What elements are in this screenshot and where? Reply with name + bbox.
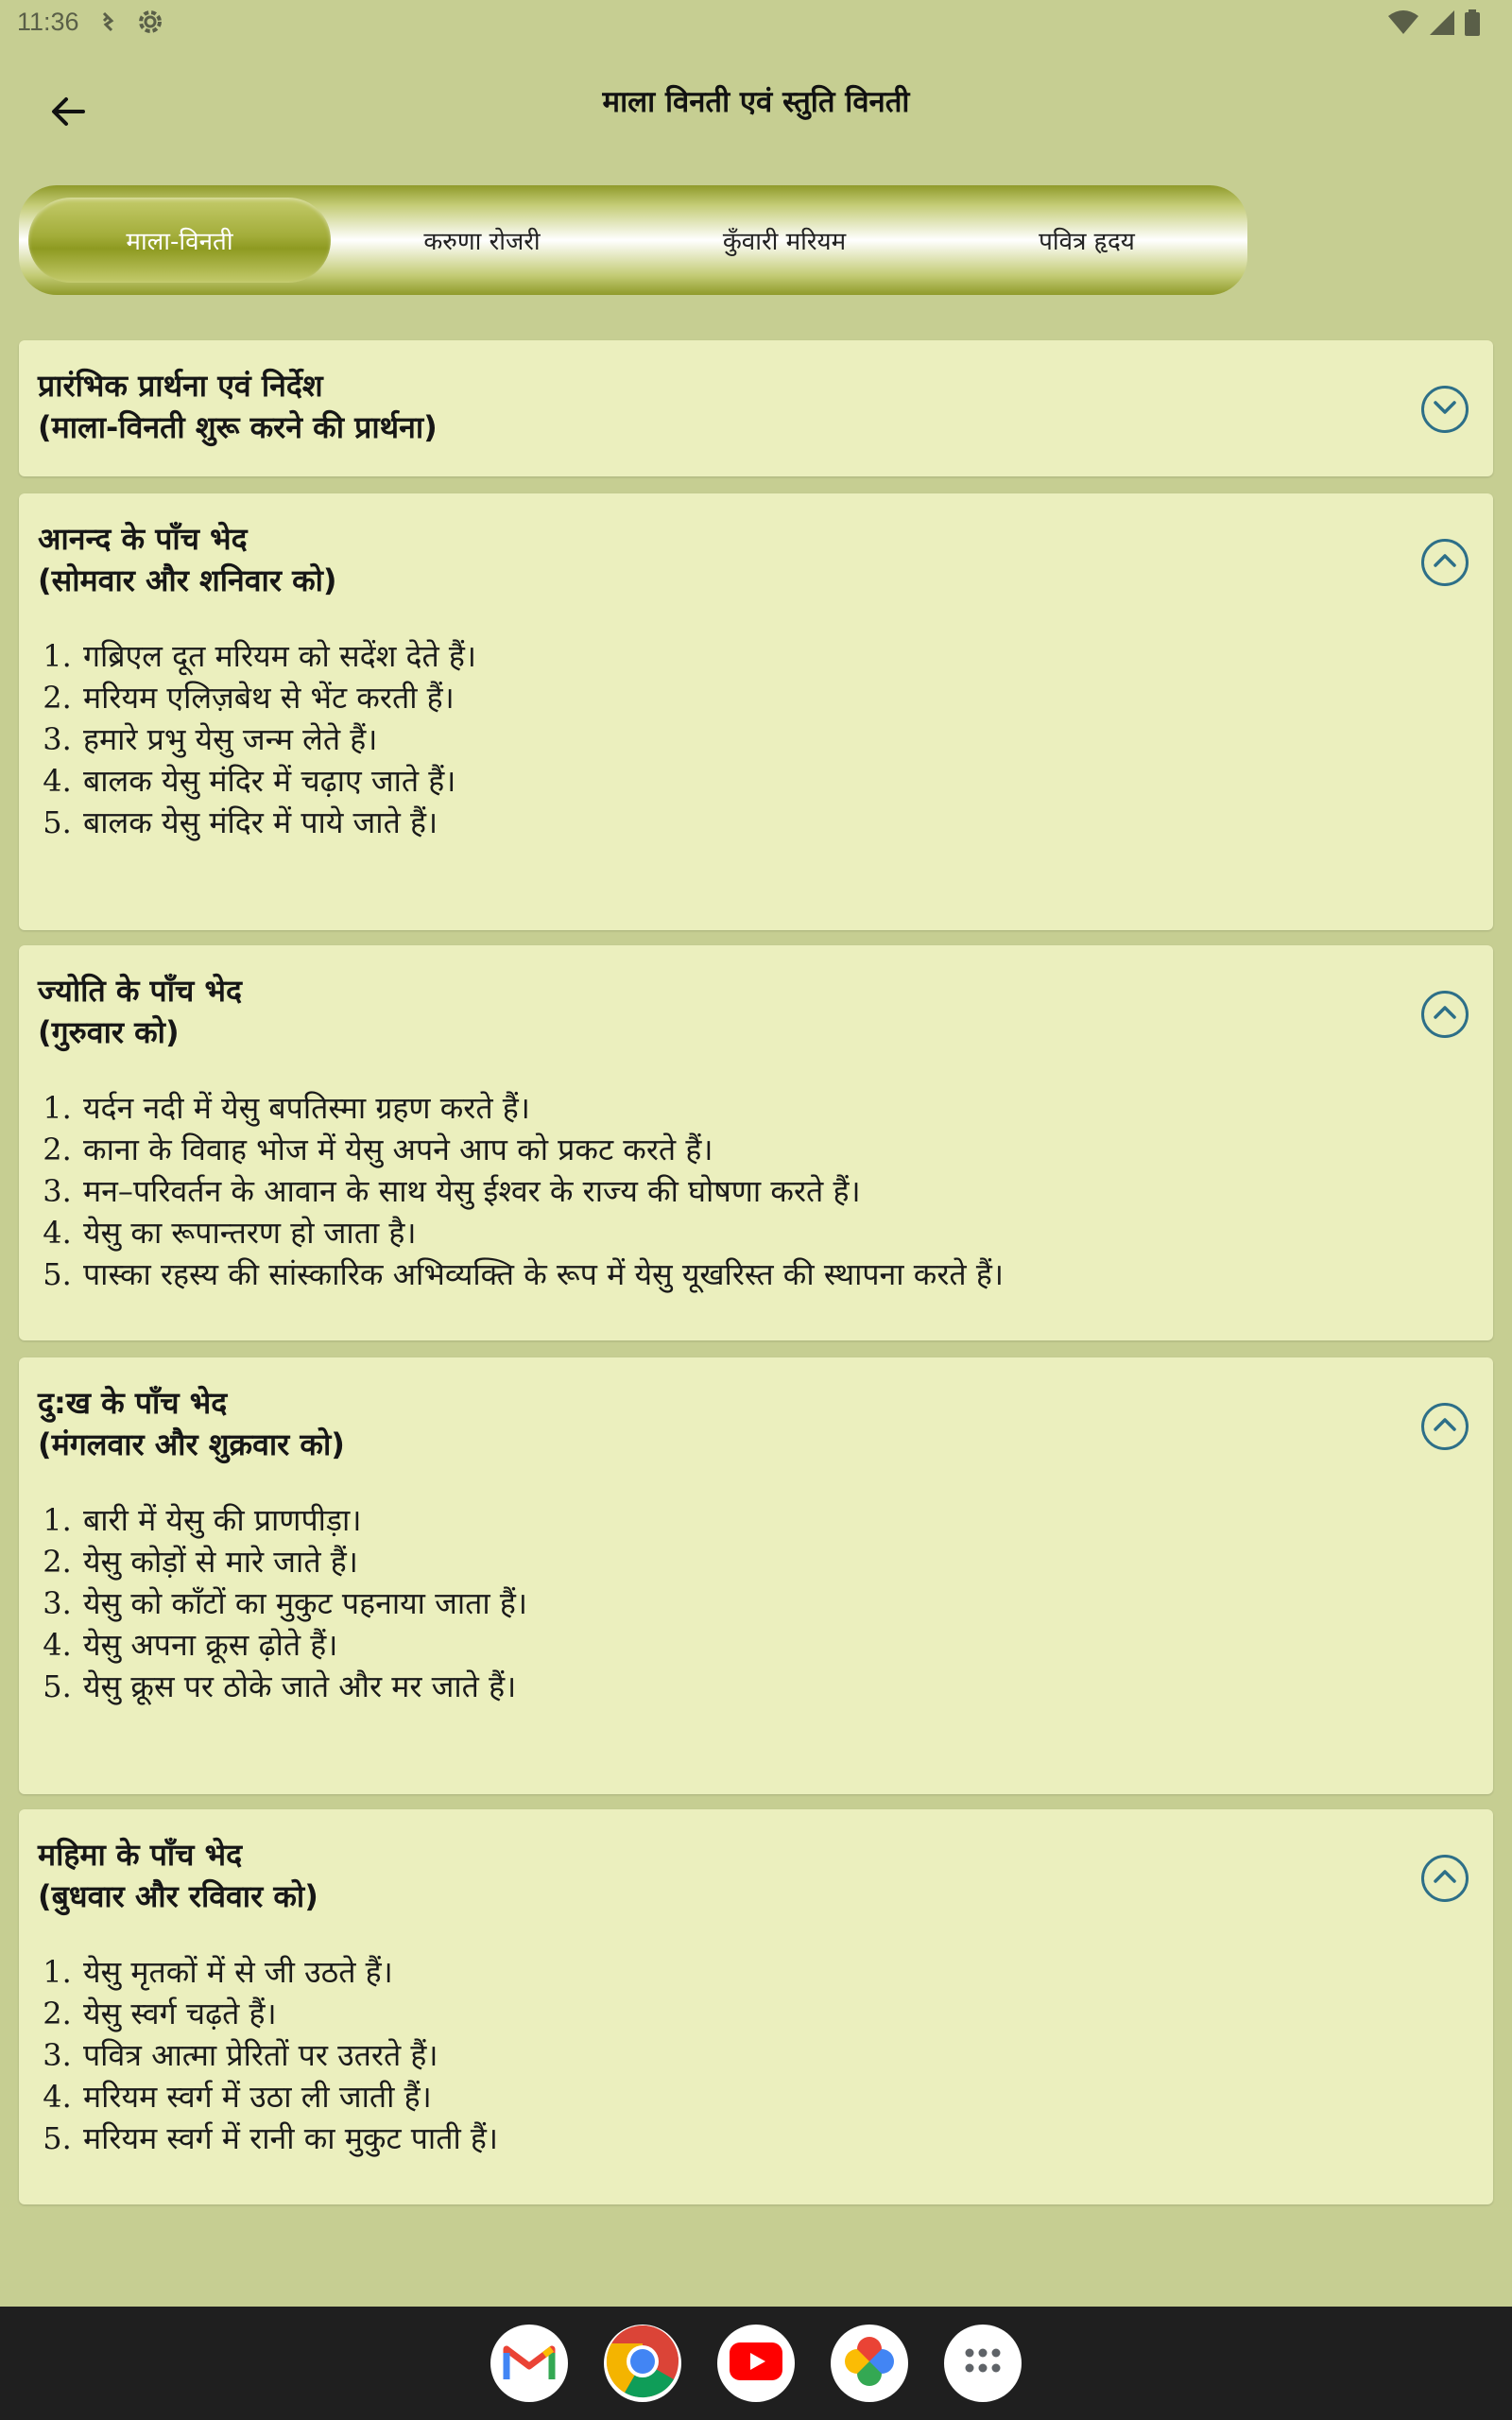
status-time: 11:36 bbox=[17, 8, 79, 36]
chrome-app[interactable] bbox=[604, 2325, 681, 2402]
list-item: 1. गब्रिएल दूत मरियम को सदेंश देते हैं। bbox=[81, 635, 1493, 677]
list-item: 4. येसु अपना क्रूस ढ़ोते हैं। bbox=[81, 1624, 1493, 1666]
app-bar bbox=[0, 57, 1512, 151]
mystery-list bbox=[19, 1951, 1493, 2159]
expand-toggle[interactable] bbox=[1421, 386, 1469, 433]
section-subtitle: (सोमवार और शनिवार को) bbox=[38, 562, 337, 598]
list-item: 3. हमारे प्रभु येसु जन्म लेते हैं। bbox=[81, 718, 1493, 760]
collapse-toggle[interactable] bbox=[1421, 1403, 1469, 1450]
signal-activity-icon bbox=[98, 9, 117, 39]
list-item: 2. मरियम एलिज़बेथ से भेंट करती हैं। bbox=[81, 677, 1493, 718]
list-item: 5. बालक येसु मंदिर में पाये जाते हैं। bbox=[81, 802, 1493, 843]
section-title: ज्योति के पाँच भेद bbox=[38, 973, 242, 1009]
app-drawer-button[interactable] bbox=[944, 2325, 1022, 2402]
gmail-app[interactable] bbox=[490, 2325, 568, 2402]
mystery-list bbox=[19, 635, 1493, 843]
chevron-down-icon bbox=[1433, 400, 1457, 419]
photos-icon bbox=[841, 2333, 898, 2394]
list-item: 2. येसु स्वर्ग चढ़ते हैं। bbox=[81, 1993, 1493, 2034]
tab-bar bbox=[19, 185, 1247, 295]
section-title: आनन्द के पाँच भेद bbox=[38, 521, 248, 557]
section-card-opening-prayer[interactable] bbox=[19, 340, 1493, 476]
mystery-list bbox=[19, 1499, 1493, 1707]
section-card-glorious-mysteries[interactable] bbox=[19, 1809, 1493, 2204]
list-item: 3. येसु को काँटों का मुकुट पहनाया जाता हैं। bbox=[81, 1582, 1493, 1624]
list-item: 2. येसु कोड़ों से मारे जाते हैं। bbox=[81, 1541, 1493, 1582]
youtube-app[interactable] bbox=[717, 2325, 795, 2402]
list-item: 4. बालक येसु मंदिर में चढ़ाए जाते हैं। bbox=[81, 760, 1493, 802]
list-item: 3. मन–परिवर्तन के आवान के साथ येसु ईश्वर के राज्य की घोषणा करते हैं। bbox=[81, 1170, 1493, 1212]
mystery-list bbox=[19, 1087, 1493, 1295]
list-item: 1. बारी में येसु की प्राणपीड़ा। bbox=[81, 1499, 1493, 1541]
section-title: दु:ख के पाँच भेद bbox=[38, 1385, 228, 1421]
section-card-joyful-mysteries[interactable] bbox=[19, 493, 1493, 930]
list-item: 5. येसु क्रूस पर ठोके जाते और मर जाते हैं। bbox=[81, 1666, 1493, 1707]
section-title: प्रारंभिक प्रार्थना एवं निर्देश bbox=[38, 368, 323, 404]
system-dock bbox=[0, 2307, 1512, 2420]
app-drawer-icon bbox=[964, 2347, 1002, 2379]
tab-karuna-rosary[interactable]: करुणा रोजरी bbox=[423, 228, 541, 256]
page-title: माला विनती एवं स्तुति विनती bbox=[602, 85, 910, 119]
status-bar bbox=[0, 0, 1512, 45]
tab-kunwari-mariyam[interactable]: कुँवारी मरियम bbox=[722, 228, 847, 256]
battery-icon bbox=[1465, 9, 1480, 41]
list-item: 3. पवित्र आत्मा प्रेरितों पर उतरते हैं। bbox=[81, 2034, 1493, 2076]
chevron-up-icon bbox=[1433, 553, 1457, 572]
tab-pavitra-hriday[interactable]: पवित्र हृदय bbox=[1039, 228, 1135, 256]
section-card-sorrowful-mysteries[interactable] bbox=[19, 1357, 1493, 1794]
collapse-toggle[interactable] bbox=[1421, 539, 1469, 586]
section-subtitle: (गुरुवार को) bbox=[38, 1014, 180, 1050]
chevron-up-icon bbox=[1433, 1417, 1457, 1436]
photos-app[interactable] bbox=[831, 2325, 908, 2402]
tab-mala-vinati[interactable]: माला-विनती bbox=[28, 198, 331, 283]
youtube-icon bbox=[730, 2342, 782, 2384]
section-subtitle: (मंगलवार और शुक्रवार को) bbox=[38, 1426, 345, 1462]
list-item: 4. मरियम स्वर्ग में उठा ली जाती हैं। bbox=[81, 2076, 1493, 2118]
section-subtitle: (माला-विनती शुरू करने की प्रार्थना) bbox=[38, 409, 438, 445]
list-item: 2. काना के विवाह भोज में येसु अपने आप को प्रकट करते हैं। bbox=[81, 1129, 1493, 1170]
list-item: 5. मरियम स्वर्ग में रानी का मुकुट पाती हैं। bbox=[81, 2118, 1493, 2159]
chrome-icon bbox=[605, 2324, 680, 2403]
wifi-icon bbox=[1387, 10, 1419, 40]
list-item: 5. पास्का रहस्य की सांस्कारिक अभिव्यक्ति के रूप में येसु यूखरिस्त की स्थापना करते हैं। bbox=[81, 1253, 1493, 1295]
chevron-up-icon bbox=[1433, 1869, 1457, 1888]
collapse-toggle[interactable] bbox=[1421, 991, 1469, 1038]
list-item: 1. यर्दन नदी में येसु बपतिस्मा ग्रहण करते हैं। bbox=[81, 1087, 1493, 1129]
list-item: 4. येसु का रूपान्तरण हो जाता है। bbox=[81, 1212, 1493, 1253]
settings-gear-icon bbox=[134, 6, 166, 43]
section-title: महिमा के पाँच भेद bbox=[38, 1837, 243, 1873]
list-item: 1. येसु मृतकों में से जी उठते हैं। bbox=[81, 1951, 1493, 1993]
gmail-icon bbox=[503, 2342, 556, 2385]
section-subtitle: (बुधवार और रविवार को) bbox=[38, 1878, 318, 1914]
collapse-toggle[interactable] bbox=[1421, 1855, 1469, 1902]
section-card-luminous-mysteries[interactable] bbox=[19, 945, 1493, 1340]
cellular-signal-icon bbox=[1429, 9, 1455, 41]
chevron-up-icon bbox=[1433, 1005, 1457, 1024]
